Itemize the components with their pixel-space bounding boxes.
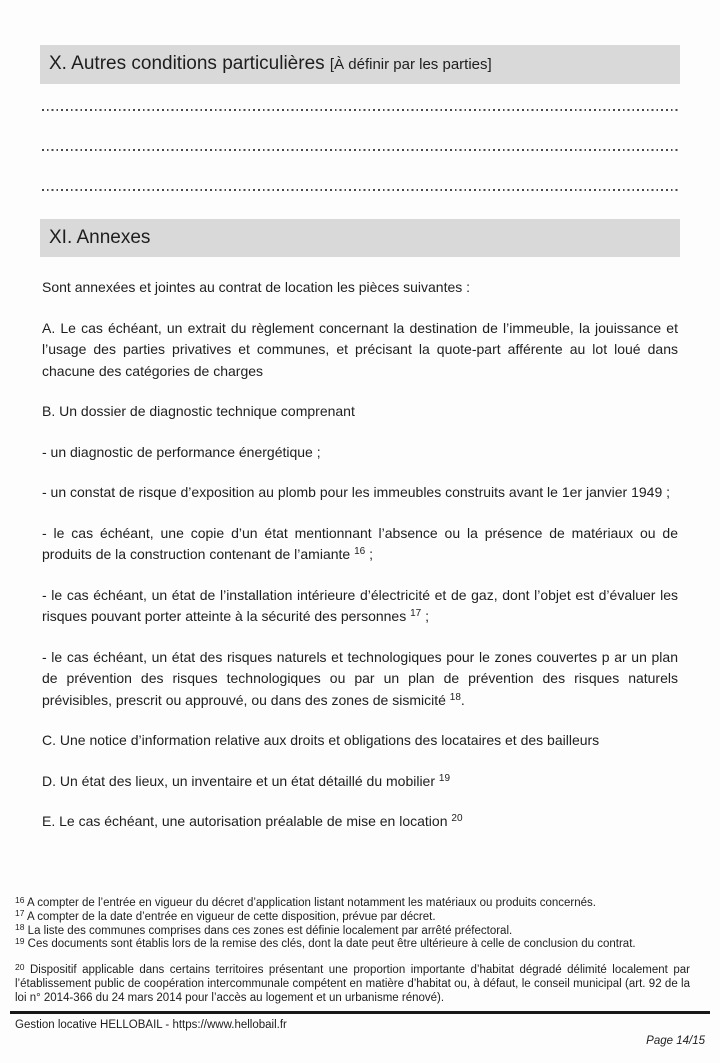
annexes-intro: Sont annexées et jointes au contrat de location les pièces suivantes :: [42, 279, 471, 295]
annex-paragraph-d: D. Un état des lieux, un inventaire et un état détaillé du mobilier $^{19}$: [42, 772, 451, 789]
annex-item-dpe: - un diagnostic de performance énergétique ;: [42, 443, 321, 460]
footnote-17: $^{17}$ A compter de la date d’entrée en vigueur de cette disposition, prévue par décret.: [15, 908, 436, 923]
footnote-ref-18: 18: [449, 691, 461, 703]
footer-branding: Gestion locative HELLOBAIL - https://www.hellobail.fr: [15, 1019, 287, 1031]
annex-item-risques-naturels: - le cas échéant, un état des risques naturels et technologiques pour le zones couvertes p ar un plan de prévention des risques technologiques ou par un plan de prévention des risques naturels prévisibles, prescrit ou approuvé, ou dans des zones de sismicité $^{18}$.: [42, 648, 678, 708]
footnotes: [15, 894, 690, 1006]
annex-item-amiante: - le cas échéant, une copie d’un état mentionnant l’absence ou la présence de matériaux ou de produits de la construction contenant de l’amiante $^{16}$ ;: [42, 524, 678, 562]
section-xi-heading-bar: [40, 219, 680, 257]
footnote-number: 20: [15, 961, 25, 972]
page-number: Page 14/15: [646, 1035, 705, 1047]
section-x-heading-bar: [40, 45, 680, 84]
footer-divider: [10, 1011, 710, 1014]
section-x-title-note: [À définir par les parties]: [329, 56, 492, 73]
fill-in-line: [42, 189, 678, 192]
annex-paragraph-a: A. Le cas échéant, un extrait du règlement concernant la destination de l’immeuble, la jouissance et l’usage des parties privatives et communes, et précisant la quote-part afférente au lot loué dans chacune des catégories de charges: [42, 319, 678, 379]
footnote-number: 16: [15, 894, 25, 905]
footnote-number: 17: [15, 908, 25, 919]
fill-in-line: [42, 109, 678, 112]
annex-item-electricite-gaz: - le cas échéant, un état de l’installation intérieure d’électricité et de gaz, dont l’objet est d’évaluer les risques pouvant porter atteinte à la sécurité des personnes $^{17}$ ;: [42, 586, 678, 624]
footnote-ref-19: 19: [438, 772, 451, 784]
footnote-18: $^{18}$ La liste des communes comprises dans ces zones est définie localement par arrêté préfectoral.: [15, 922, 513, 937]
annex-item-plomb: - un constat de risque d’exposition au plomb pour les immeubles construits avant le 1er janvier 1949 ;: [42, 484, 671, 500]
footnote-ref-16: 16: [354, 546, 366, 557]
footnote-16: $^{16}$ A compter de l’entrée en vigueur du décret d’application listant notamment les matériaux ou produits concernés.: [15, 894, 596, 909]
contract-page: [0, 45, 720, 1063]
section-x-title: X. Autres conditions particulières: [49, 53, 325, 74]
annex-paragraph-b: B. Un dossier de diagnostic technique comprenant: [42, 403, 355, 419]
footnote-ref-17: 17: [410, 608, 422, 619]
annex-paragraph-e: E. Le cas échéant, une autorisation préalable de mise en location $^{20}$: [42, 813, 463, 829]
fill-in-line: [42, 149, 678, 152]
footnote-number: 19: [15, 935, 25, 946]
footnote-19: $^{19}$ Ces documents sont établis lors de la remise des clés, dont la date peut être ultérieure à celle de conclusion du contrat.: [15, 935, 636, 951]
footnote-20: $^{20}$ Dispositif applicable dans certains territoires présentant une proportion importante d’habitat dégradé délimité localement par l’établissement public de coopération intercommunale compétent en matière d’habitat ou, à défaut, le conseil municipal (art. 92 de la loi n° 2014-366 du 24 mars 2014 pour l’accès au logement et un urbanisme rénové).: [15, 961, 690, 1004]
section-xi-title: XI. Annexes: [49, 227, 151, 248]
footnote-ref-20: 20: [451, 813, 463, 824]
annex-paragraph-c: C. Une notice d’information relative aux droits et obligations des locataires et des bailleurs: [42, 732, 600, 748]
footnote-number: 18: [15, 922, 25, 933]
annexes-body: [42, 277, 678, 833]
